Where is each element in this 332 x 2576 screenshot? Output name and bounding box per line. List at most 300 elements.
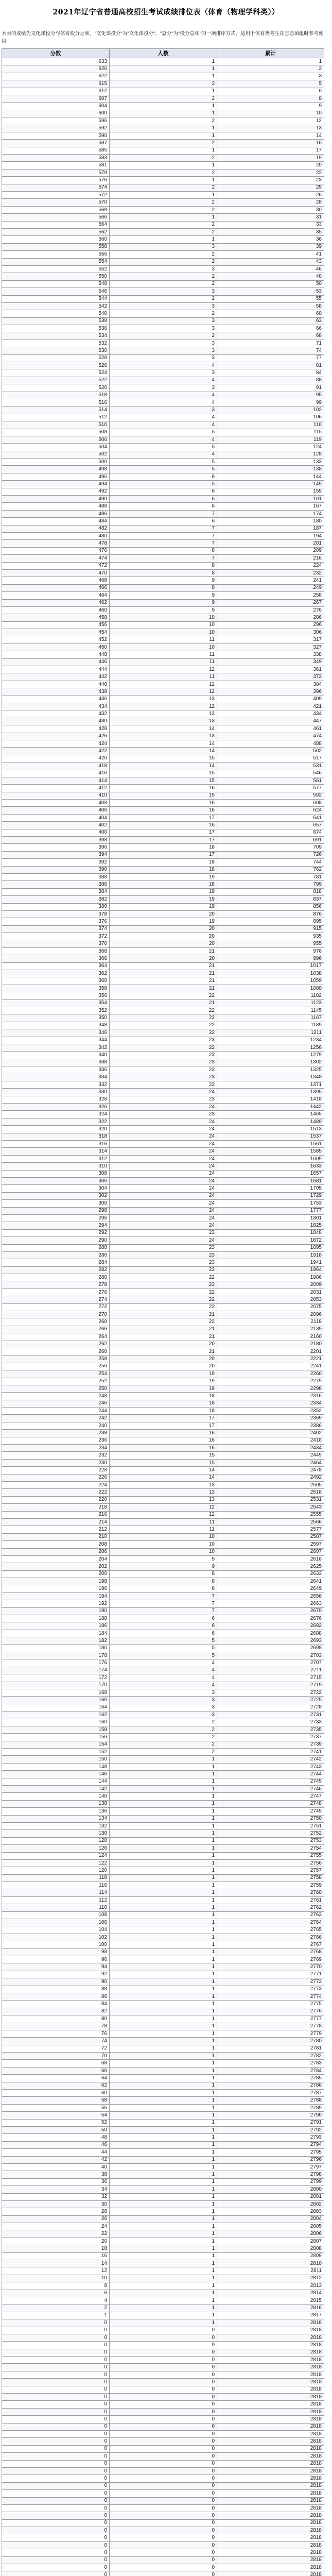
score-cell: 438 bbox=[2, 688, 110, 696]
cumulative-cell: 2682 bbox=[217, 1622, 324, 1630]
count-cell: 2 bbox=[110, 273, 217, 280]
cumulative-cell: 2806 bbox=[217, 2230, 324, 2238]
cumulative-cell: 2766 bbox=[217, 1934, 324, 1941]
cumulative-cell: 2818 bbox=[217, 2379, 324, 2386]
table-row bbox=[2, 992, 324, 999]
count-cell: 21 bbox=[110, 947, 217, 955]
cumulative-cell: 2641 bbox=[217, 1578, 324, 1585]
score-cell: 268 bbox=[2, 1318, 110, 1326]
count-cell: 1 bbox=[110, 1845, 217, 1852]
count-cell: 19 bbox=[110, 873, 217, 880]
table-row bbox=[2, 295, 324, 302]
cumulative-cell: 2799 bbox=[217, 2178, 324, 2185]
cumulative-cell: 115 bbox=[217, 429, 324, 436]
score-cell: 568 bbox=[2, 206, 110, 213]
count-cell: 0 bbox=[110, 2504, 217, 2512]
score-cell: 446 bbox=[2, 658, 110, 666]
score-cell: 86 bbox=[2, 1993, 110, 2000]
cumulative-cell: 2543 bbox=[217, 1504, 324, 1511]
cumulative-cell: 608 bbox=[217, 800, 324, 807]
score-cell: 202 bbox=[2, 1563, 110, 1570]
table-row bbox=[2, 1348, 324, 1355]
score-cell: 82 bbox=[2, 2008, 110, 2015]
count-cell: 1 bbox=[110, 2030, 217, 2037]
count-cell: 1 bbox=[110, 1971, 217, 1978]
cumulative-cell: 2201 bbox=[217, 1348, 324, 1355]
cumulative-cell: 2597 bbox=[217, 1541, 324, 1548]
cumulative-cell: 2402 bbox=[217, 1430, 324, 1437]
table-row bbox=[2, 2053, 324, 2060]
score-cell: 570 bbox=[2, 199, 110, 206]
table-row bbox=[2, 1007, 324, 1014]
table-row bbox=[2, 1993, 324, 2000]
cumulative-cell: 2750 bbox=[217, 1815, 324, 1822]
score-cell: 300 bbox=[2, 1200, 110, 1207]
count-cell: 1 bbox=[110, 1815, 217, 1822]
score-cell: 478 bbox=[2, 540, 110, 547]
cumulative-cell: 28 bbox=[217, 199, 324, 206]
score-cell: 554 bbox=[2, 258, 110, 265]
score-cell: 190 bbox=[2, 1607, 110, 1615]
count-cell: 19 bbox=[110, 896, 217, 903]
count-cell: 1 bbox=[110, 2156, 217, 2163]
count-cell: 1 bbox=[110, 2178, 217, 2185]
score-cell: 146 bbox=[2, 1771, 110, 1778]
cumulative-cell: 55 bbox=[217, 295, 324, 302]
table-row bbox=[2, 1689, 324, 1696]
cumulative-cell: 2386 bbox=[217, 1422, 324, 1429]
table-row bbox=[2, 1459, 324, 1466]
count-cell: 12 bbox=[110, 688, 217, 696]
score-cell: 174 bbox=[2, 1667, 110, 1674]
count-cell: 24 bbox=[110, 1104, 217, 1111]
table-row bbox=[2, 384, 324, 392]
count-cell: 2 bbox=[110, 117, 217, 125]
count-cell: 0 bbox=[110, 2482, 217, 2489]
table-row bbox=[2, 1786, 324, 1793]
count-cell: 0 bbox=[110, 2423, 217, 2430]
cumulative-cell: 396 bbox=[217, 688, 324, 696]
score-cell: 562 bbox=[2, 228, 110, 235]
cumulative-cell: 30 bbox=[217, 206, 324, 213]
cumulative-cell: 2807 bbox=[217, 2238, 324, 2245]
count-cell: 11 bbox=[110, 651, 217, 658]
cumulative-cell: 2298 bbox=[217, 1385, 324, 1392]
table-row bbox=[2, 785, 324, 792]
score-cell: 626 bbox=[2, 65, 110, 73]
table-row bbox=[2, 1585, 324, 1592]
table-row bbox=[2, 748, 324, 755]
count-cell: 20 bbox=[110, 925, 217, 933]
cumulative-cell: 2818 bbox=[217, 2460, 324, 2467]
score-cell: 136 bbox=[2, 1808, 110, 1815]
table-row bbox=[2, 910, 324, 918]
count-cell: 4 bbox=[110, 392, 217, 399]
cumulative-cell: 1848 bbox=[217, 1229, 324, 1236]
table-row bbox=[2, 1837, 324, 1844]
table-row bbox=[2, 629, 324, 636]
table-row bbox=[2, 473, 324, 480]
count-cell: 7 bbox=[110, 510, 217, 517]
count-cell: 7 bbox=[110, 540, 217, 547]
score-cell: 592 bbox=[2, 125, 110, 132]
score-cell: 0 bbox=[2, 2431, 110, 2438]
cumulative-cell: 2756 bbox=[217, 1859, 324, 1867]
table-row bbox=[2, 562, 324, 569]
table-row bbox=[2, 1926, 324, 1934]
count-cell: 1 bbox=[110, 73, 217, 80]
score-cell: 318 bbox=[2, 1133, 110, 1140]
count-cell: 19 bbox=[110, 918, 217, 925]
table-row bbox=[2, 2178, 324, 2185]
score-cell: 0 bbox=[2, 2475, 110, 2482]
cumulative-cell: 180 bbox=[217, 518, 324, 525]
cumulative-cell: 1801 bbox=[217, 1214, 324, 1222]
count-cell: 1 bbox=[110, 147, 217, 154]
cumulative-cell: 2334 bbox=[217, 1400, 324, 1407]
score-cell: 378 bbox=[2, 910, 110, 918]
count-cell: 24 bbox=[110, 1214, 217, 1222]
table-row bbox=[2, 488, 324, 495]
table-row bbox=[2, 1066, 324, 1074]
table-row bbox=[2, 599, 324, 606]
cumulative-cell: 48 bbox=[217, 273, 324, 280]
table-row bbox=[2, 540, 324, 547]
score-cell: 1 bbox=[2, 2312, 110, 2319]
table-row bbox=[2, 2186, 324, 2193]
score-cell: 66 bbox=[2, 2067, 110, 2074]
table-row bbox=[2, 1207, 324, 1214]
count-cell: 3 bbox=[110, 288, 217, 295]
count-cell: 8 bbox=[110, 1585, 217, 1592]
table-row bbox=[2, 2349, 324, 2356]
table-row bbox=[2, 1044, 324, 1051]
cumulative-cell: 2805 bbox=[217, 2223, 324, 2230]
cumulative-cell: 361 bbox=[217, 666, 324, 673]
table-row bbox=[2, 1415, 324, 1422]
table-row bbox=[2, 117, 324, 125]
table-row bbox=[2, 1941, 324, 1948]
table-row bbox=[2, 866, 324, 873]
cumulative-cell: 119 bbox=[217, 436, 324, 443]
table-row bbox=[2, 1059, 324, 1066]
count-cell: 2 bbox=[110, 155, 217, 162]
table-row bbox=[2, 896, 324, 903]
count-cell: 20 bbox=[110, 1341, 217, 1348]
cumulative-cell: 2818 bbox=[217, 2549, 324, 2556]
score-cell: 615 bbox=[2, 80, 110, 88]
score-cell: 312 bbox=[2, 1155, 110, 1162]
table-row bbox=[2, 1570, 324, 1578]
score-cell: 412 bbox=[2, 785, 110, 792]
count-cell: 24 bbox=[110, 1192, 217, 1199]
count-cell: 17 bbox=[110, 814, 217, 821]
score-cell: 587 bbox=[2, 140, 110, 147]
cumulative-cell: 1102 bbox=[217, 992, 324, 999]
table-row bbox=[2, 1014, 324, 1022]
cumulative-cell: 2818 bbox=[217, 2401, 324, 2408]
cumulative-cell: 58 bbox=[217, 302, 324, 310]
score-cell: 440 bbox=[2, 681, 110, 688]
table-row bbox=[2, 1141, 324, 1148]
table-row bbox=[2, 1555, 324, 1563]
cumulative-cell: 1986 bbox=[217, 1274, 324, 1281]
score-cell: 502 bbox=[2, 451, 110, 458]
score-cell: 560 bbox=[2, 236, 110, 243]
cumulative-cell: 2707 bbox=[217, 1659, 324, 1667]
cumulative-cell: 2703 bbox=[217, 1652, 324, 1659]
cumulative-cell: 2772 bbox=[217, 1978, 324, 1986]
table-row bbox=[2, 755, 324, 762]
table-row bbox=[2, 1889, 324, 1896]
score-cell: 288 bbox=[2, 1244, 110, 1251]
table-row bbox=[2, 2015, 324, 2023]
table-row bbox=[2, 1563, 324, 1570]
count-cell: 1 bbox=[110, 2245, 217, 2252]
cumulative-cell: 2818 bbox=[217, 2349, 324, 2356]
cumulative-cell: 2139 bbox=[217, 1326, 324, 1333]
cumulative-cell: 317 bbox=[217, 636, 324, 643]
score-cell: 394 bbox=[2, 851, 110, 858]
cumulative-cell: 138 bbox=[217, 466, 324, 473]
score-cell: 140 bbox=[2, 1793, 110, 1800]
table-row bbox=[2, 325, 324, 332]
cumulative-cell: 41 bbox=[217, 251, 324, 258]
count-cell: 10 bbox=[110, 1548, 217, 1555]
table-row bbox=[2, 955, 324, 962]
cumulative-cell: 2771 bbox=[217, 1971, 324, 1978]
score-cell: 416 bbox=[2, 770, 110, 777]
count-cell: 1 bbox=[110, 2200, 217, 2208]
table-row bbox=[2, 1971, 324, 1978]
cumulative-cell: 1633 bbox=[217, 1163, 324, 1170]
table-row bbox=[2, 1081, 324, 1088]
cumulative-cell: 2808 bbox=[217, 2245, 324, 2252]
table-row bbox=[2, 2357, 324, 2364]
cumulative-cell: 2688 bbox=[217, 1630, 324, 1637]
table-row bbox=[2, 577, 324, 584]
count-cell: 14 bbox=[110, 1467, 217, 1474]
count-cell: 0 bbox=[110, 2386, 217, 2393]
cumulative-cell: 2782 bbox=[217, 2053, 324, 2060]
cumulative-cell: 13 bbox=[217, 125, 324, 132]
cumulative-cell: 60 bbox=[217, 310, 324, 317]
score-cell: 238 bbox=[2, 1430, 110, 1437]
cumulative-cell: 2818 bbox=[217, 2342, 324, 2349]
score-cell: 214 bbox=[2, 1518, 110, 1526]
count-cell: 20 bbox=[110, 933, 217, 940]
count-cell: 7 bbox=[110, 533, 217, 540]
score-cell: 488 bbox=[2, 503, 110, 510]
count-cell: 1 bbox=[110, 2053, 217, 2060]
table-row bbox=[2, 1963, 324, 1971]
cumulative-cell: 2633 bbox=[217, 1570, 324, 1578]
table-row bbox=[2, 2267, 324, 2275]
table-row bbox=[2, 569, 324, 577]
count-cell: 24 bbox=[110, 1185, 217, 1192]
score-cell: 68 bbox=[2, 2060, 110, 2067]
score-cell: 64 bbox=[2, 2075, 110, 2082]
table-row bbox=[2, 725, 324, 733]
count-cell: 15 bbox=[110, 792, 217, 799]
cumulative-cell: 2 bbox=[217, 65, 324, 73]
table-row bbox=[2, 2082, 324, 2089]
count-cell: 1 bbox=[110, 2223, 217, 2230]
count-cell: 0 bbox=[110, 2490, 217, 2497]
count-cell: 2 bbox=[110, 280, 217, 287]
table-row bbox=[2, 1615, 324, 1622]
score-cell: 366 bbox=[2, 955, 110, 962]
score-cell: 298 bbox=[2, 1207, 110, 1214]
cumulative-cell: 39 bbox=[217, 243, 324, 250]
table-row bbox=[2, 199, 324, 206]
score-cell: 0 bbox=[2, 2490, 110, 2497]
table-row bbox=[2, 2156, 324, 2163]
score-cell: 284 bbox=[2, 1259, 110, 1266]
table-row bbox=[2, 643, 324, 651]
count-cell: 7 bbox=[110, 1600, 217, 1607]
score-cell: 426 bbox=[2, 733, 110, 740]
cumulative-cell: 1 bbox=[217, 58, 324, 65]
cumulative-cell: 762 bbox=[217, 866, 324, 873]
cumulative-cell: 2731 bbox=[217, 1711, 324, 1719]
cumulative-cell: 1872 bbox=[217, 1237, 324, 1244]
cumulative-cell: 2279 bbox=[217, 1378, 324, 1385]
score-cell: 526 bbox=[2, 362, 110, 369]
score-cell: 534 bbox=[2, 332, 110, 340]
cumulative-cell: 2753 bbox=[217, 1837, 324, 1844]
cumulative-cell: 2810 bbox=[217, 2260, 324, 2267]
count-cell: 17 bbox=[110, 837, 217, 844]
table-row bbox=[2, 1948, 324, 1956]
count-cell: 1 bbox=[110, 110, 217, 117]
cumulative-cell: 74 bbox=[217, 347, 324, 354]
table-row bbox=[2, 95, 324, 102]
count-cell: 19 bbox=[110, 1385, 217, 1392]
table-row bbox=[2, 666, 324, 673]
cumulative-cell: 66 bbox=[217, 325, 324, 332]
table-row bbox=[2, 2571, 324, 2576]
table-row bbox=[2, 1482, 324, 1489]
score-cell: 442 bbox=[2, 673, 110, 681]
cumulative-cell: 71 bbox=[217, 340, 324, 347]
table-row bbox=[2, 881, 324, 888]
score-cell: 80 bbox=[2, 2015, 110, 2023]
score-cell: 0 bbox=[2, 2357, 110, 2364]
table-row bbox=[2, 58, 324, 65]
score-cell: 434 bbox=[2, 703, 110, 710]
count-cell: 1 bbox=[110, 1837, 217, 1844]
score-cell: 296 bbox=[2, 1214, 110, 1222]
cumulative-cell: 2792 bbox=[217, 2126, 324, 2133]
column-header-score: 分数 bbox=[2, 49, 110, 58]
table-row bbox=[2, 288, 324, 295]
score-cell: 0 bbox=[2, 2342, 110, 2349]
score-cell: 0 bbox=[2, 2467, 110, 2475]
score-cell: 286 bbox=[2, 1251, 110, 1259]
count-cell: 6 bbox=[110, 1615, 217, 1622]
table-row bbox=[2, 1719, 324, 1726]
cumulative-cell: 2778 bbox=[217, 2023, 324, 2030]
table-row bbox=[2, 362, 324, 369]
table-row bbox=[2, 770, 324, 777]
table-row bbox=[2, 2423, 324, 2430]
cumulative-cell: 1895 bbox=[217, 1244, 324, 1251]
table-row bbox=[2, 1445, 324, 1452]
cumulative-cell: 77 bbox=[217, 354, 324, 362]
table-row bbox=[2, 110, 324, 117]
cumulative-cell: 33 bbox=[217, 221, 324, 228]
score-cell: 536 bbox=[2, 325, 110, 332]
table-row bbox=[2, 1022, 324, 1029]
cumulative-cell: 68 bbox=[217, 332, 324, 340]
score-cell: 358 bbox=[2, 985, 110, 992]
count-cell: 9 bbox=[110, 1563, 217, 1570]
score-cell: 579 bbox=[2, 169, 110, 176]
table-row bbox=[2, 1867, 324, 1874]
score-cell: 48 bbox=[2, 2134, 110, 2141]
table-row bbox=[2, 1830, 324, 1837]
table-row bbox=[2, 1474, 324, 1481]
table-row bbox=[2, 2223, 324, 2230]
cumulative-cell: 2780 bbox=[217, 2038, 324, 2045]
table-row bbox=[2, 1541, 324, 1548]
table-row bbox=[2, 243, 324, 250]
cumulative-cell: 781 bbox=[217, 873, 324, 880]
score-cell: 0 bbox=[2, 2512, 110, 2519]
cumulative-cell: 2743 bbox=[217, 1763, 324, 1770]
cumulative-cell: 744 bbox=[217, 859, 324, 866]
count-cell: 24 bbox=[110, 1222, 217, 1229]
cumulative-cell: 2260 bbox=[217, 1370, 324, 1378]
score-cell: 406 bbox=[2, 807, 110, 814]
table-row bbox=[2, 1578, 324, 1585]
table-row bbox=[2, 777, 324, 784]
cumulative-cell: 657 bbox=[217, 822, 324, 829]
table-row bbox=[2, 1704, 324, 1711]
table-row bbox=[2, 1296, 324, 1303]
cumulative-cell: 935 bbox=[217, 933, 324, 940]
table-row bbox=[2, 2364, 324, 2371]
count-cell: 24 bbox=[110, 1200, 217, 1207]
cumulative-cell: 2818 bbox=[217, 2394, 324, 2401]
count-cell: 1 bbox=[110, 1867, 217, 1874]
count-cell: 3 bbox=[110, 347, 217, 354]
cumulative-cell: 2492 bbox=[217, 1474, 324, 1481]
cumulative-cell: 2818 bbox=[217, 2357, 324, 2364]
count-cell: 9 bbox=[110, 577, 217, 584]
table-row bbox=[2, 1326, 324, 1333]
table-row bbox=[2, 873, 324, 880]
cumulative-cell: 2800 bbox=[217, 2186, 324, 2193]
count-cell: 1 bbox=[110, 1934, 217, 1941]
count-cell: 15 bbox=[110, 1459, 217, 1466]
count-cell: 16 bbox=[110, 1437, 217, 1444]
count-cell: 3 bbox=[110, 243, 217, 250]
table-row bbox=[2, 1504, 324, 1511]
table-row bbox=[2, 2371, 324, 2378]
score-cell: 0 bbox=[2, 2394, 110, 2401]
score-cell: 92 bbox=[2, 1971, 110, 1978]
table-row bbox=[2, 1533, 324, 1540]
table-row bbox=[2, 1341, 324, 1348]
cumulative-cell: 338 bbox=[217, 651, 324, 658]
cumulative-cell: 1211 bbox=[217, 1029, 324, 1037]
table-row bbox=[2, 2141, 324, 2148]
table-row bbox=[2, 1237, 324, 1244]
table-row bbox=[2, 510, 324, 517]
score-cell: 290 bbox=[2, 1237, 110, 1244]
